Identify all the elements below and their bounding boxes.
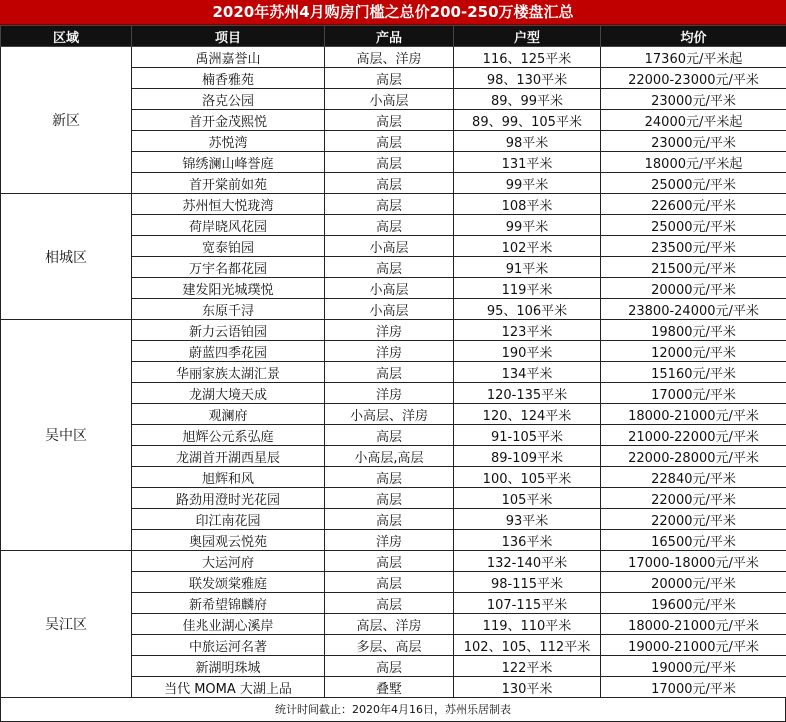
unit-type-cell: 123平米 bbox=[454, 320, 601, 341]
project-cell: 建发阳光城璞悦 bbox=[132, 278, 325, 299]
product-cell: 高层 bbox=[325, 215, 454, 236]
avg-price-cell: 20000元/平米 bbox=[601, 572, 786, 593]
avg-price-cell: 23500元/平米 bbox=[601, 236, 786, 257]
product-cell: 高层 bbox=[325, 509, 454, 530]
project-cell: 当代 MOMA 大湖上品 bbox=[132, 677, 325, 698]
product-cell: 高层、洋房 bbox=[325, 614, 454, 635]
product-cell: 高层 bbox=[325, 68, 454, 89]
project-cell: 苏悦湾 bbox=[132, 131, 325, 152]
unit-type-cell: 122平米 bbox=[454, 656, 601, 677]
unit-type-cell: 93平米 bbox=[454, 509, 601, 530]
avg-price-cell: 24000元/平米起 bbox=[601, 110, 786, 131]
avg-price-cell: 12000元/平米 bbox=[601, 341, 786, 362]
project-cell: 锦绣澜山峰誉庭 bbox=[132, 152, 325, 173]
table-row bbox=[1, 551, 786, 572]
product-cell: 高层 bbox=[325, 152, 454, 173]
table-row bbox=[1, 47, 786, 68]
project-cell: 东原千浔 bbox=[132, 299, 325, 320]
avg-price-cell: 22000元/平米 bbox=[601, 488, 786, 509]
avg-price-cell: 20000元/平米 bbox=[601, 278, 786, 299]
project-cell: 印江南花园 bbox=[132, 509, 325, 530]
project-cell: 荷岸晓风花园 bbox=[132, 215, 325, 236]
unit-type-cell: 136平米 bbox=[454, 530, 601, 551]
unit-type-cell: 107-115平米 bbox=[454, 593, 601, 614]
product-cell: 高层 bbox=[325, 194, 454, 215]
unit-type-cell: 102平米 bbox=[454, 236, 601, 257]
product-cell: 高层 bbox=[325, 551, 454, 572]
avg-price-cell: 21000-22000元/平米 bbox=[601, 425, 786, 446]
unit-type-cell: 120、124平米 bbox=[454, 404, 601, 425]
footer-note: 统计时间截止：2020年4月16日，苏州乐居制表 bbox=[0, 698, 786, 722]
project-cell: 新力云语铂园 bbox=[132, 320, 325, 341]
product-cell: 小高层、洋房 bbox=[325, 404, 454, 425]
project-cell: 华丽家族太湖汇景 bbox=[132, 362, 325, 383]
unit-type-cell: 98-115平米 bbox=[454, 572, 601, 593]
project-cell: 龙湖首开湖西星辰 bbox=[132, 446, 325, 467]
avg-price-cell: 22000元/平米 bbox=[601, 509, 786, 530]
avg-price-cell: 17000-18000元/平米 bbox=[601, 551, 786, 572]
project-cell: 龙湖大境天成 bbox=[132, 383, 325, 404]
unit-type-cell: 100、105平米 bbox=[454, 467, 601, 488]
project-cell: 蔚蓝四季花园 bbox=[132, 341, 325, 362]
header-row bbox=[1, 26, 786, 47]
unit-type-cell: 132-140平米 bbox=[454, 551, 601, 572]
project-cell: 楠香雅苑 bbox=[132, 68, 325, 89]
avg-price-cell: 21500元/平米 bbox=[601, 257, 786, 278]
unit-type-cell: 95、106平米 bbox=[454, 299, 601, 320]
district-cell: 吴中区 bbox=[1, 320, 132, 551]
project-cell: 大运河府 bbox=[132, 551, 325, 572]
avg-price-cell: 19800元/平米 bbox=[601, 320, 786, 341]
avg-price-cell: 22000-28000元/平米 bbox=[601, 446, 786, 467]
unit-type-cell: 91平米 bbox=[454, 257, 601, 278]
avg-price-cell: 18000元/平米起 bbox=[601, 152, 786, 173]
product-cell: 高层 bbox=[325, 572, 454, 593]
avg-price-cell: 23000元/平米 bbox=[601, 131, 786, 152]
product-cell: 高层 bbox=[325, 593, 454, 614]
product-cell: 洋房 bbox=[325, 320, 454, 341]
product-cell: 高层 bbox=[325, 173, 454, 194]
avg-price-cell: 18000-21000元/平米 bbox=[601, 404, 786, 425]
unit-type-cell: 120-135平米 bbox=[454, 383, 601, 404]
project-cell: 首开棠前如苑 bbox=[132, 173, 325, 194]
header-avg-price: 均价 bbox=[601, 26, 786, 47]
product-cell: 高层 bbox=[325, 488, 454, 509]
avg-price-cell: 22000-23000元/平米 bbox=[601, 68, 786, 89]
unit-type-cell: 99平米 bbox=[454, 215, 601, 236]
project-cell: 苏州恒大悦珑湾 bbox=[132, 194, 325, 215]
product-cell: 小高层 bbox=[325, 89, 454, 110]
product-cell: 高层 bbox=[325, 362, 454, 383]
project-cell: 首开金茂熙悦 bbox=[132, 110, 325, 131]
avg-price-cell: 16500元/平米 bbox=[601, 530, 786, 551]
avg-price-cell: 19000-21000元/平米 bbox=[601, 635, 786, 656]
unit-type-cell: 89-109平米 bbox=[454, 446, 601, 467]
project-cell: 宽泰铂园 bbox=[132, 236, 325, 257]
product-cell: 小高层,高层 bbox=[325, 446, 454, 467]
project-cell: 旭辉和风 bbox=[132, 467, 325, 488]
header-district: 区域 bbox=[1, 26, 132, 47]
product-cell: 小高层 bbox=[325, 278, 454, 299]
project-cell: 旭辉公元系弘庭 bbox=[132, 425, 325, 446]
header-project: 项目 bbox=[132, 26, 325, 47]
unit-type-cell: 99平米 bbox=[454, 173, 601, 194]
project-cell: 佳兆业湖心溪岸 bbox=[132, 614, 325, 635]
district-cell: 相城区 bbox=[1, 194, 132, 320]
header-unit-type: 户型 bbox=[454, 26, 601, 47]
unit-type-cell: 134平米 bbox=[454, 362, 601, 383]
product-cell: 高层 bbox=[325, 425, 454, 446]
project-cell: 中旅运河名著 bbox=[132, 635, 325, 656]
avg-price-cell: 17360元/平米起 bbox=[601, 47, 786, 68]
unit-type-cell: 119、110平米 bbox=[454, 614, 601, 635]
project-cell: 奥园观云悦苑 bbox=[132, 530, 325, 551]
header-product: 产品 bbox=[325, 26, 454, 47]
avg-price-cell: 23800-24000元/平米 bbox=[601, 299, 786, 320]
unit-type-cell: 130平米 bbox=[454, 677, 601, 698]
project-cell: 禹洲嘉誉山 bbox=[132, 47, 325, 68]
table-row bbox=[1, 194, 786, 215]
project-cell: 路劲用澄时光花园 bbox=[132, 488, 325, 509]
avg-price-cell: 25000元/平米 bbox=[601, 215, 786, 236]
table-body bbox=[1, 47, 786, 698]
unit-type-cell: 105平米 bbox=[454, 488, 601, 509]
project-cell: 新希望锦麟府 bbox=[132, 593, 325, 614]
project-cell: 洛克公园 bbox=[132, 89, 325, 110]
unit-type-cell: 131平米 bbox=[454, 152, 601, 173]
product-cell: 多层、高层 bbox=[325, 635, 454, 656]
unit-type-cell: 89、99平米 bbox=[454, 89, 601, 110]
listing-table bbox=[0, 25, 786, 698]
district-cell: 吴江区 bbox=[1, 551, 132, 698]
unit-type-cell: 102、105、112平米 bbox=[454, 635, 601, 656]
table-row bbox=[1, 320, 786, 341]
product-cell: 高层、洋房 bbox=[325, 47, 454, 68]
unit-type-cell: 119平米 bbox=[454, 278, 601, 299]
avg-price-cell: 22840元/平米 bbox=[601, 467, 786, 488]
product-cell: 高层 bbox=[325, 131, 454, 152]
unit-type-cell: 190平米 bbox=[454, 341, 601, 362]
product-cell: 高层 bbox=[325, 656, 454, 677]
unit-type-cell: 91-105平米 bbox=[454, 425, 601, 446]
unit-type-cell: 98、130平米 bbox=[454, 68, 601, 89]
avg-price-cell: 23000元/平米 bbox=[601, 89, 786, 110]
product-cell: 叠墅 bbox=[325, 677, 454, 698]
avg-price-cell: 17000元/平米 bbox=[601, 383, 786, 404]
product-cell: 小高层 bbox=[325, 236, 454, 257]
table-title: 2020年苏州4月购房门槛之总价200-250万楼盘汇总 bbox=[0, 0, 786, 25]
avg-price-cell: 25000元/平米 bbox=[601, 173, 786, 194]
avg-price-cell: 18000-21000元/平米 bbox=[601, 614, 786, 635]
avg-price-cell: 19000元/平米 bbox=[601, 656, 786, 677]
avg-price-cell: 19600元/平米 bbox=[601, 593, 786, 614]
product-cell: 洋房 bbox=[325, 341, 454, 362]
district-cell: 新区 bbox=[1, 47, 132, 194]
unit-type-cell: 108平米 bbox=[454, 194, 601, 215]
project-cell: 万宇名都花园 bbox=[132, 257, 325, 278]
project-cell: 联发颂棠雅庭 bbox=[132, 572, 325, 593]
avg-price-cell: 17000元/平米 bbox=[601, 677, 786, 698]
product-cell: 高层 bbox=[325, 110, 454, 131]
product-cell: 洋房 bbox=[325, 530, 454, 551]
project-cell: 新湖明珠城 bbox=[132, 656, 325, 677]
unit-type-cell: 89、99、105平米 bbox=[454, 110, 601, 131]
avg-price-cell: 22600元/平米 bbox=[601, 194, 786, 215]
product-cell: 洋房 bbox=[325, 383, 454, 404]
product-cell: 高层 bbox=[325, 467, 454, 488]
unit-type-cell: 98平米 bbox=[454, 131, 601, 152]
project-cell: 观澜府 bbox=[132, 404, 325, 425]
product-cell: 小高层 bbox=[325, 299, 454, 320]
unit-type-cell: 116、125平米 bbox=[454, 47, 601, 68]
product-cell: 高层 bbox=[325, 257, 454, 278]
avg-price-cell: 15160元/平米 bbox=[601, 362, 786, 383]
